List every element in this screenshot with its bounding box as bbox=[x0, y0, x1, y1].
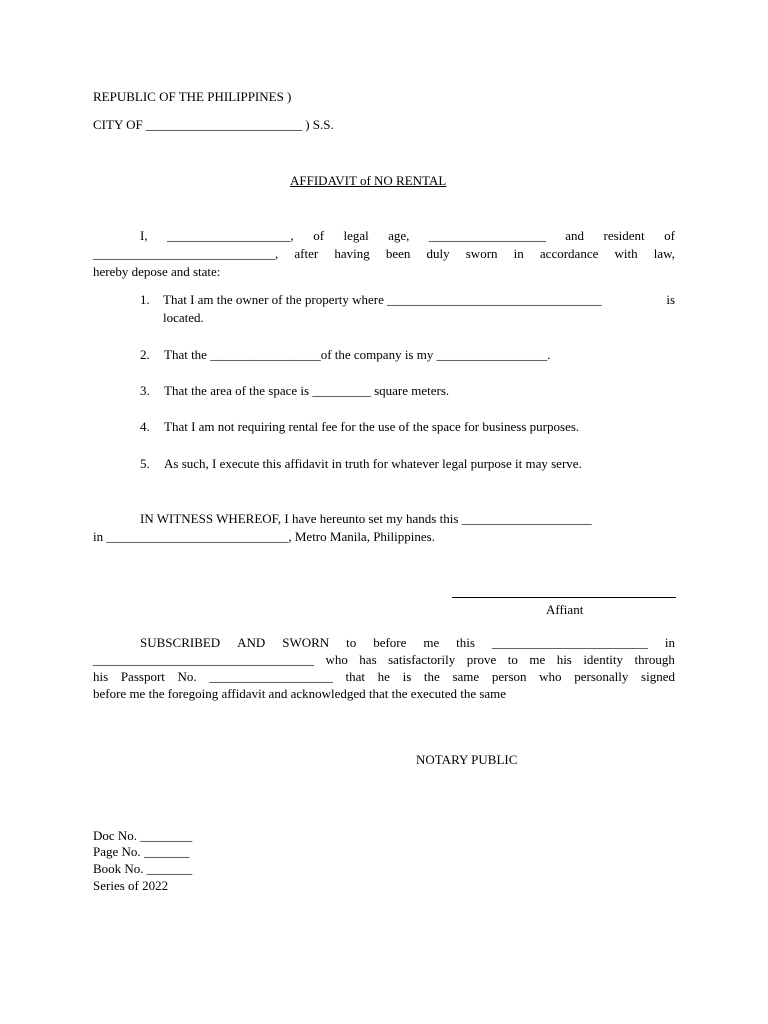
witness-line-1: IN WITNESS WHEREOF, I have hereunto set my hands this ____________________ bbox=[140, 511, 592, 526]
document-title: AFFIDAVIT of NO RENTAL bbox=[290, 173, 447, 188]
item-2: 2. That the _________________of the company is my _________________. bbox=[140, 347, 551, 362]
item-4: 4. That I am not requiring rental fee for the use of the space for business purposes. bbox=[140, 419, 580, 434]
subscribed-line-2: __________________________________ who has satisfactorily prove to me his identity through bbox=[93, 652, 675, 667]
affiant-label: Affiant bbox=[546, 602, 584, 617]
intro-line-3: hereby depose and state: bbox=[93, 264, 221, 279]
item-1-line-1: That I am the owner of the property where _________________________________ is bbox=[163, 292, 675, 307]
header-republic: REPUBLIC OF THE PHILIPPINES ) bbox=[93, 89, 292, 104]
notary-public-label: NOTARY PUBLIC bbox=[416, 752, 518, 767]
intro-line-2: ____________________________, after having been duly sworn in accordance with law, bbox=[93, 246, 675, 261]
item-5: 5. As such, I execute this affidavit in truth for whatever legal purpose it may serve. bbox=[140, 456, 582, 471]
subscribed-line-3: his Passport No. ___________________ that he is the same person who personally signed bbox=[93, 669, 675, 684]
intro-line-1: I, ___________________, of legal age, __________________ and resident of bbox=[140, 228, 675, 243]
doc-no: Doc No. ________ bbox=[93, 828, 193, 843]
series: Series of 2022 bbox=[93, 878, 169, 893]
page-no: Page No. _______ bbox=[93, 844, 190, 859]
subscribed-line-1: SUBSCRIBED AND SWORN to before me this ________________________ in bbox=[140, 635, 675, 650]
subscribed-line-4: before me the foregoing affidavit and acknowledged that the executed the same bbox=[93, 686, 507, 701]
affiant-signature-line bbox=[452, 597, 676, 598]
header-city: CITY OF ________________________ ) S.S. bbox=[93, 117, 334, 132]
item-1-number: 1. bbox=[140, 292, 150, 307]
witness-line-2: in ____________________________, Metro Manila, Philippines. bbox=[93, 529, 435, 544]
book-no: Book No. _______ bbox=[93, 861, 193, 876]
item-3: 3. That the area of the space is _________ square meters. bbox=[140, 383, 450, 398]
item-1-line-2: located. bbox=[163, 310, 204, 325]
